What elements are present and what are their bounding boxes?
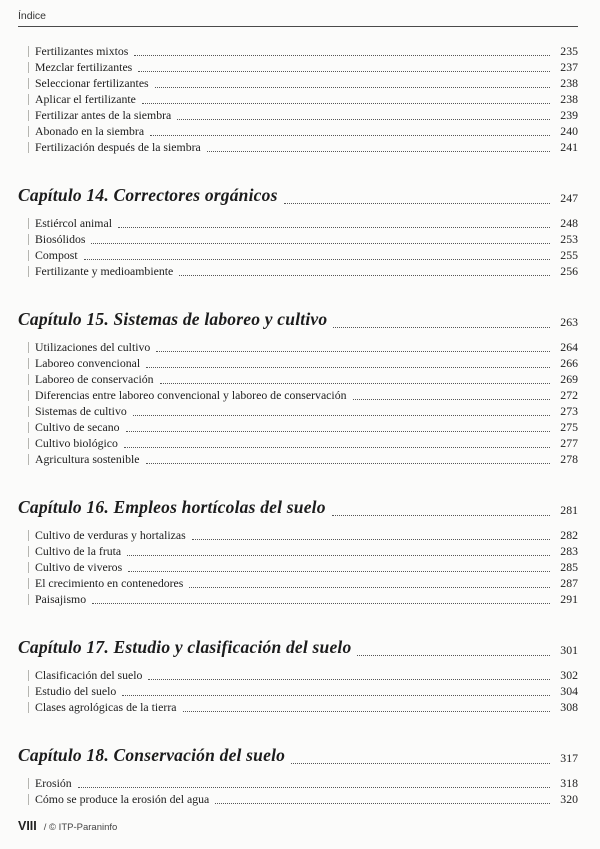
- toc-entry-row: [35, 791, 578, 807]
- dotted-leader: [189, 587, 550, 588]
- entry-page-number: 277: [560, 436, 578, 450]
- dotted-leader: [332, 515, 550, 516]
- chapter-heading-row: [18, 743, 578, 767]
- entry-title: Abonado en la siembra: [35, 124, 145, 138]
- chapter-heading-label: Capítulo 18. Conservación del suelo: [18, 745, 286, 765]
- entry-page-number: 285: [560, 560, 578, 574]
- entry-list: [35, 527, 578, 607]
- entry-title: Estudio del suelo: [35, 684, 117, 698]
- chapter-page-number: 263: [560, 315, 578, 329]
- chapter-heading-label: Capítulo 16. Empleos hortícolas del suelo: [18, 497, 326, 517]
- dotted-leader: [215, 803, 550, 804]
- entry-title: Cultivo biológico: [35, 436, 118, 450]
- toc-entry-row: [35, 59, 578, 75]
- entry-page-number: 283: [560, 544, 578, 558]
- entry-page-number: 248: [560, 216, 578, 230]
- toc-entry-row: [35, 371, 578, 387]
- entry-list: [35, 775, 578, 807]
- entry-page-number: 239: [560, 108, 578, 122]
- page-footer: [18, 819, 117, 833]
- toc-entry-row: [35, 263, 578, 279]
- toc-entry-row: [35, 451, 578, 467]
- dotted-leader: [126, 431, 550, 432]
- entry-title: Fertilizantes mixtos: [35, 44, 129, 58]
- dotted-leader: [353, 399, 551, 400]
- dotted-leader: [127, 555, 550, 556]
- toc-entry-row: [35, 355, 578, 371]
- entry-title: Fertilizante y medioambiente: [35, 264, 174, 278]
- entry-title: Clases agrológicas de la tierra: [35, 700, 177, 714]
- dotted-leader: [179, 275, 550, 276]
- footer-imprint: / © ITP-Paraninfo: [43, 822, 118, 833]
- chapter-heading-label: Capítulo 15. Sistemas de laboreo y cultivo: [18, 309, 328, 329]
- toc-section: [18, 43, 578, 155]
- entry-title: Clasificación del suelo: [35, 668, 143, 682]
- dotted-leader: [357, 655, 550, 656]
- toc-entry-row: [35, 107, 578, 123]
- entry-title: Agricultura sostenible: [35, 452, 140, 466]
- entry-page-number: 282: [560, 528, 578, 542]
- entry-title: Diferencias entre laboreo convencional y laboreo de conservación: [35, 388, 347, 402]
- chapter-page-number: 317: [560, 751, 578, 765]
- entry-title: Cultivo de viveros: [35, 560, 123, 574]
- chapter-heading-row: [18, 635, 578, 659]
- dotted-leader: [291, 763, 550, 764]
- toc-entry-row: [35, 91, 578, 107]
- entry-page-number: 273: [560, 404, 578, 418]
- entry-page-number: 253: [560, 232, 578, 246]
- dotted-leader: [183, 711, 550, 712]
- entry-page-number: 291: [560, 592, 578, 606]
- toc-entry-row: [35, 123, 578, 139]
- dotted-leader: [148, 679, 550, 680]
- toc-entry-row: [35, 231, 578, 247]
- entry-title: El crecimiento en contenedores: [35, 576, 184, 590]
- entry-title: Cultivo de secano: [35, 420, 120, 434]
- dotted-leader: [146, 463, 550, 464]
- entry-title: Utilizaciones del cultivo: [35, 340, 151, 354]
- toc-entry-row: [35, 699, 578, 715]
- entry-page-number: 241: [560, 140, 578, 154]
- page-running-header: Índice: [18, 10, 578, 27]
- entry-title: Aplicar el fertilizante: [35, 92, 136, 106]
- entry-page-number: 240: [560, 124, 578, 138]
- dotted-leader: [207, 151, 550, 152]
- chapter-heading-row: [18, 495, 578, 519]
- entry-page-number: 320: [560, 792, 578, 806]
- toc-section: [18, 635, 578, 715]
- entry-page-number: 304: [560, 684, 578, 698]
- toc-section: [18, 307, 578, 467]
- dotted-leader: [150, 135, 550, 136]
- toc-section: [18, 495, 578, 607]
- entry-title: Fertilizar antes de la siembra: [35, 108, 172, 122]
- chapter-heading-label: Capítulo 14. Correctores orgánicos: [18, 185, 278, 205]
- dotted-leader: [156, 351, 550, 352]
- dotted-leader: [78, 787, 550, 788]
- toc-entry-row: [35, 139, 578, 155]
- toc-entry-row: [35, 559, 578, 575]
- toc-entry-row: [35, 667, 578, 683]
- entry-page-number: 237: [560, 60, 578, 74]
- entry-title: Biosólidos: [35, 232, 86, 246]
- dotted-leader: [192, 539, 550, 540]
- entry-page-number: 255: [560, 248, 578, 262]
- toc-entry-row: [35, 543, 578, 559]
- dotted-leader: [142, 103, 550, 104]
- toc-entry-row: [35, 339, 578, 355]
- entry-title: Compost: [35, 248, 78, 262]
- entry-title: Erosión: [35, 776, 72, 790]
- entry-page-number: 235: [560, 44, 578, 58]
- toc-entry-row: [35, 247, 578, 263]
- toc-entry-row: [35, 575, 578, 591]
- dotted-leader: [91, 243, 550, 244]
- entry-page-number: 266: [560, 356, 578, 370]
- entry-title: Estiércol animal: [35, 216, 112, 230]
- entry-page-number: 302: [560, 668, 578, 682]
- dotted-leader: [92, 603, 550, 604]
- toc-entry-row: [35, 403, 578, 419]
- entry-title: Mezclar fertilizantes: [35, 60, 133, 74]
- toc-entry-row: [35, 419, 578, 435]
- dotted-leader: [84, 259, 550, 260]
- chapter-page-number: 247: [560, 191, 578, 205]
- toc-section: [18, 183, 578, 279]
- dotted-leader: [133, 415, 550, 416]
- dotted-leader: [146, 367, 550, 368]
- toc-entry-row: [35, 683, 578, 699]
- dotted-leader: [138, 71, 550, 72]
- chapter-page-number: 281: [560, 503, 578, 517]
- footer-page-number: VIII: [18, 819, 37, 833]
- entry-title: Laboreo de conservación: [35, 372, 154, 386]
- entry-title: Seleccionar fertilizantes: [35, 76, 149, 90]
- entry-page-number: 318: [560, 776, 578, 790]
- dotted-leader: [122, 695, 550, 696]
- dotted-leader: [124, 447, 550, 448]
- entry-page-number: 269: [560, 372, 578, 386]
- dotted-leader: [155, 87, 550, 88]
- toc-entry-row: [35, 775, 578, 791]
- toc-section: [18, 743, 578, 807]
- chapter-heading-label: Capítulo 17. Estudio y clasificación del suelo: [18, 637, 352, 657]
- entry-page-number: 238: [560, 76, 578, 90]
- entry-list: [35, 43, 578, 155]
- entry-page-number: 272: [560, 388, 578, 402]
- entry-page-number: 256: [560, 264, 578, 278]
- entry-title: Sistemas de cultivo: [35, 404, 127, 418]
- dotted-leader: [160, 383, 550, 384]
- toc-body: [18, 43, 578, 807]
- dotted-leader: [177, 119, 550, 120]
- entry-list: [35, 215, 578, 279]
- entry-title: Cómo se produce la erosión del agua: [35, 792, 210, 806]
- entry-page-number: 264: [560, 340, 578, 354]
- toc-entry-row: [35, 527, 578, 543]
- dotted-leader: [128, 571, 550, 572]
- entry-page-number: 275: [560, 420, 578, 434]
- chapter-page-number: 301: [560, 643, 578, 657]
- toc-entry-row: [35, 75, 578, 91]
- entry-title: Cultivo de la fruta: [35, 544, 122, 558]
- entry-title: Paisajismo: [35, 592, 87, 606]
- entry-title: Cultivo de verduras y hortalizas: [35, 528, 186, 542]
- entry-page-number: 278: [560, 452, 578, 466]
- entry-page-number: 287: [560, 576, 578, 590]
- entry-page-number: 308: [560, 700, 578, 714]
- toc-entry-row: [35, 387, 578, 403]
- toc-entry-row: [35, 43, 578, 59]
- toc-entry-row: [35, 591, 578, 607]
- entry-list: [35, 339, 578, 467]
- chapter-heading-row: [18, 307, 578, 331]
- toc-entry-row: [35, 435, 578, 451]
- entry-list: [35, 667, 578, 715]
- dotted-leader: [134, 55, 550, 56]
- dotted-leader: [284, 203, 550, 204]
- entry-title: Laboreo convencional: [35, 356, 141, 370]
- toc-entry-row: [35, 215, 578, 231]
- dotted-leader: [118, 227, 550, 228]
- entry-title: Fertilización después de la siembra: [35, 140, 201, 154]
- chapter-heading-row: [18, 183, 578, 207]
- dotted-leader: [333, 327, 550, 328]
- entry-page-number: 238: [560, 92, 578, 106]
